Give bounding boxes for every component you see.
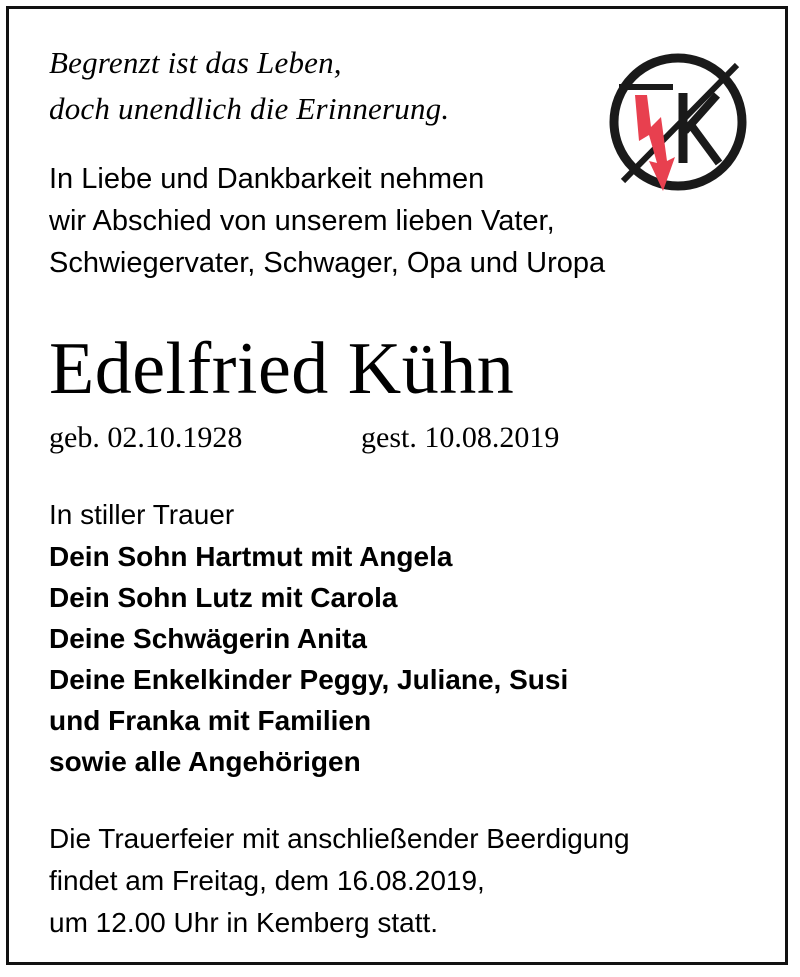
- birth-date: geb. 02.10.1928: [49, 421, 243, 454]
- intro-line-3: Schwiegervater, Schwager, Opa und Uropa: [49, 247, 606, 279]
- mourner-line-3: Deine Schwägerin Anita: [49, 623, 367, 654]
- mourner-line-1: Dein Sohn Hartmut mit Angela: [49, 541, 453, 572]
- death-date: gest. 10.08.2019: [361, 421, 560, 454]
- intro-line-2: wir Abschied von unserem lieben Vater,: [49, 205, 555, 237]
- mourner-line-5: und Franka mit Familien: [49, 705, 372, 736]
- quote-line-1: Begrenzt ist das Leben,: [49, 45, 342, 80]
- intro-line-1: In Liebe und Dankbarkeit nehmen: [49, 163, 485, 195]
- mourner-line-4: Deine Enkelkinder Peggy, Juliane, Susi: [49, 664, 569, 695]
- ceremony-line-2: findet am Freitag, dem 16.08.2019,: [49, 865, 485, 896]
- mourner-line-6: sowie alle Angehörigen: [49, 746, 361, 777]
- ceremony-line-3: um 12.00 Uhr in Kemberg statt.: [49, 907, 439, 938]
- quote-line-2: doch unendlich die Erinnerung.: [49, 91, 450, 126]
- mourners-intro: In stiller Trauer: [49, 499, 235, 530]
- mourner-line-2: Dein Sohn Lutz mit Carola: [49, 582, 398, 613]
- circle-lightning-k-logo-icon: [605, 49, 751, 195]
- ceremony-line-1: Die Trauerfeier mit anschließender Beerdigung: [49, 823, 630, 854]
- obituary-frame: [6, 6, 788, 965]
- deceased-name: Edelfried Kühn: [49, 328, 515, 410]
